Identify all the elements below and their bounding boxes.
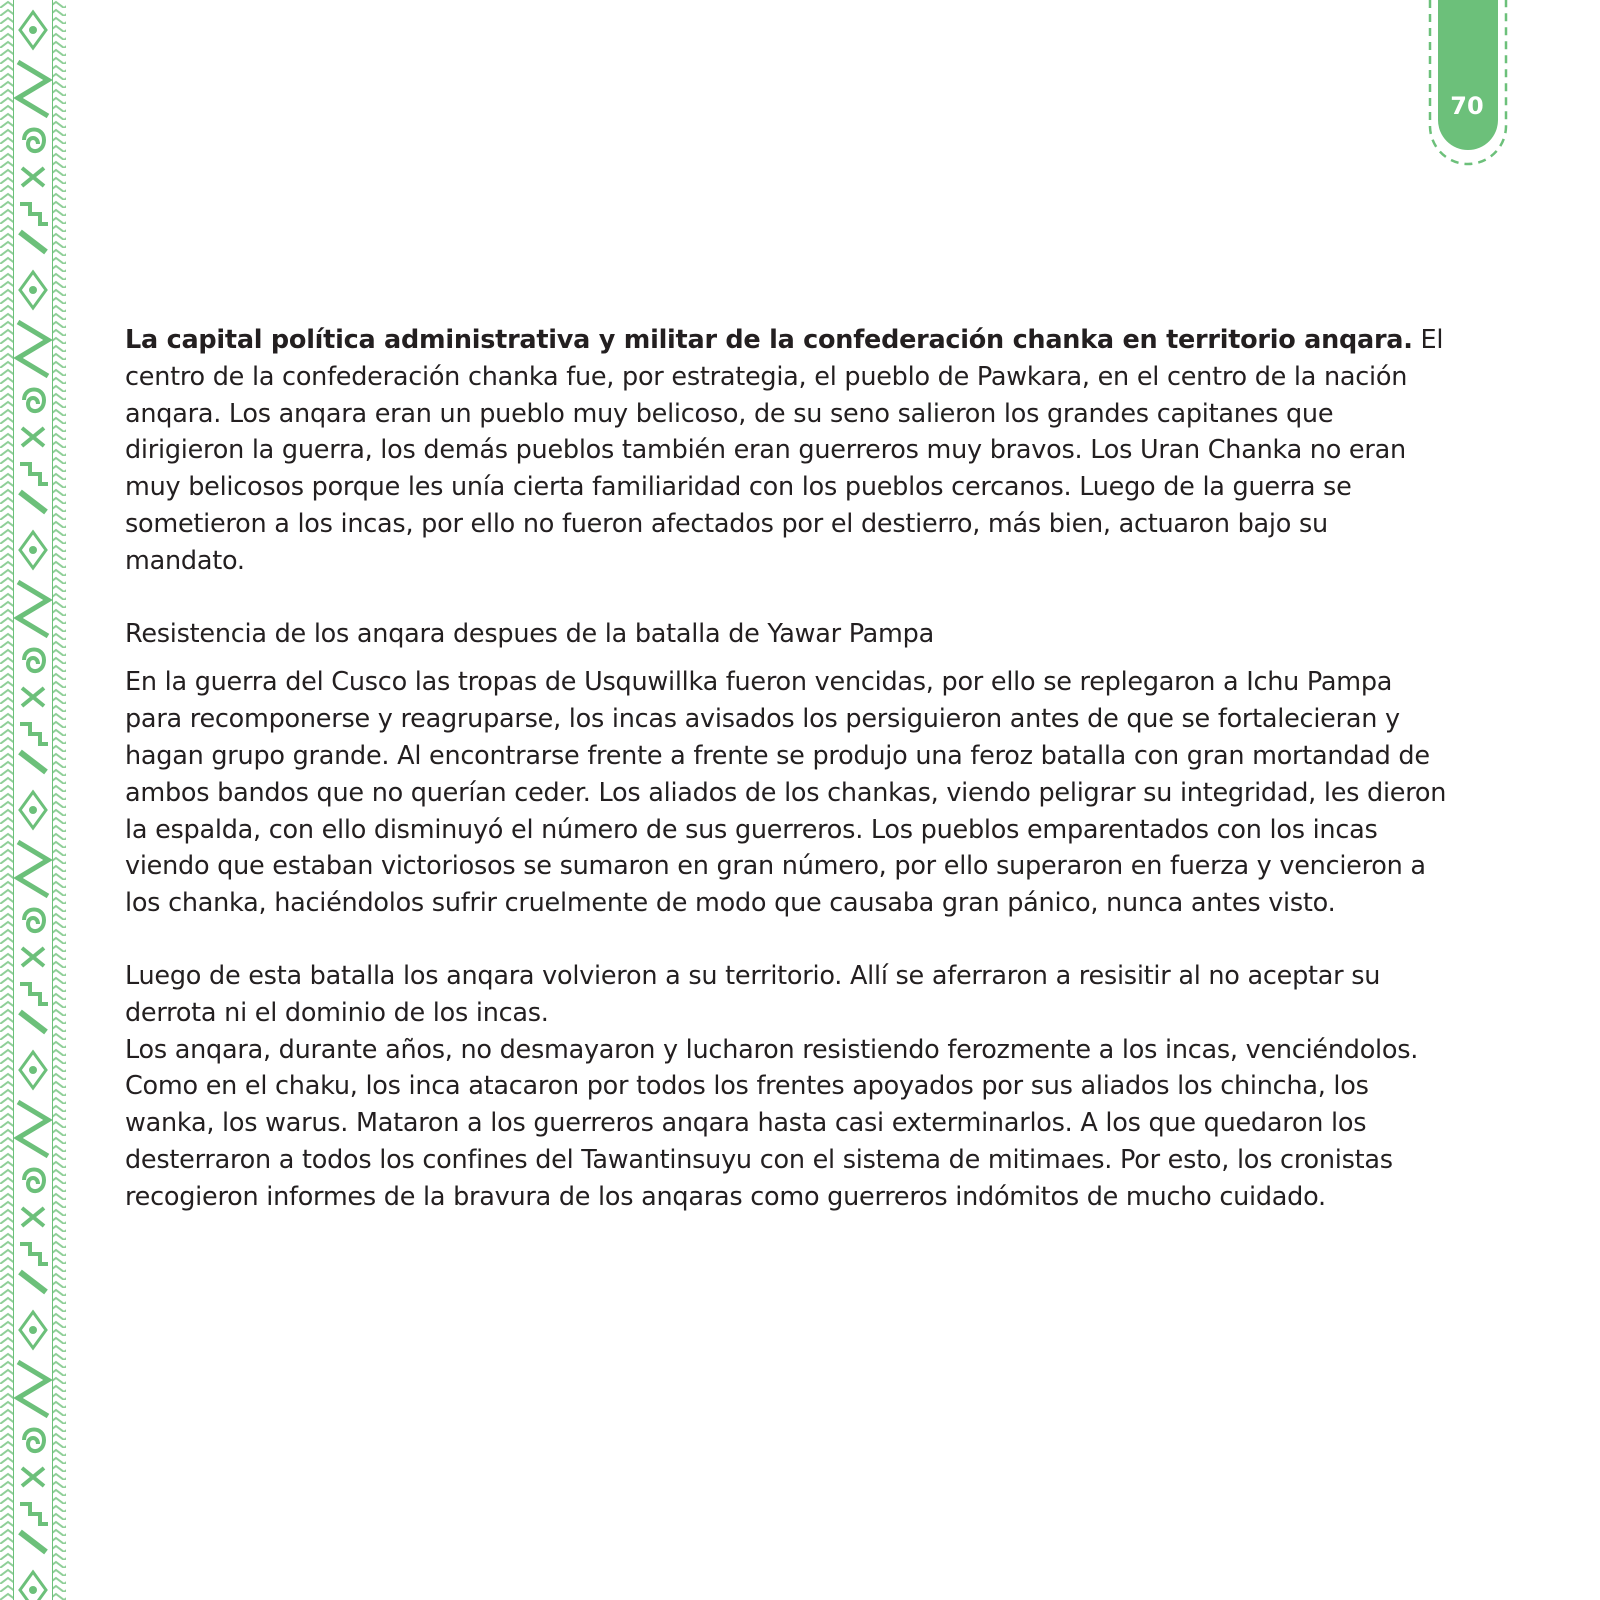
main-content	[125, 322, 1450, 1216]
page-number: 70	[1450, 92, 1484, 120]
section-heading: Resistencia de los anqara despues de la batalla de Yawar Pampa	[125, 618, 934, 649]
paragraph-lead: La capital política administrativa y militar de la confederación chanka en territorio anqara.	[125, 325, 1413, 355]
decorative-border-pattern	[0, 0, 66, 1600]
paragraph-body: El centro de la confederación chanka fue, por estrategia, el pueblo de Pawkara, en el centro de la nación anqara. Los anqara eran un pueblo muy belicoso, de su seno salieron los grandes capitanes que dirigieron la guerra, los demás pueblos también eran guerreros muy bravos. Los Uran Chanka no eran muy belicosos porque les unía cierta familiaridad con los pueblos cercanos. Luego de la guerra se sometieron a los incas, por ello no fueron afectados por el destierro, más bien, actuaron bajo su mandato.	[125, 325, 1444, 576]
paragraph-resistance: Los anqara, durante años, no desmayaron y lucharon resistiendo ferozmente a los incas, venciéndolos. Como en el chaku, los inca atacaron por todos los frentes apoyados por sus aliados los chincha, los wanka, los warus. Mataron a los guerreros anqara hasta casi exterminarlos. A los que quedaron los desterraron a todos los confines del Tawantinsuyu con el sistema de mitimaes. Por esto, los cronistas recogieron informes de la bravura de los anqaras como guerreros indómitos de mucho cuidado.	[125, 1034, 1419, 1212]
page-number-tab	[1426, 0, 1510, 168]
paragraph-battle: En la guerra del Cusco las tropas de Usquwillka fueron vencidas, por ello se replegaron a Ichu Pampa para recomponerse y reagruparse, los incas avisados los persiguieron antes de que se fortalecieran y hagan grupo grande. Al encontrarse frente a frente se produjo una feroz batalla con gran mortandad de ambos bandos que no querían ceder. Los aliados de los chankas, viendo peligrar su integridad, les dieron la espalda, con ello disminuyó el número de sus guerreros. Los pueblos emparentados con los incas viendo que estaban victoriosos se sumaron en gran número, por ello superaron en fuerza y vencieron a los chanka, haciéndolos sufrir cruelmente de modo que causaba gran pánico, nunca antes visto.	[125, 667, 1447, 919]
paragraph-capital	[125, 322, 1450, 580]
paragraph-return: Luego de esta batalla los anqara volvieron a su territorio. Allí se aferraron a resisitir al no aceptar su derrota ni el dominio de los incas.	[125, 960, 1381, 1028]
